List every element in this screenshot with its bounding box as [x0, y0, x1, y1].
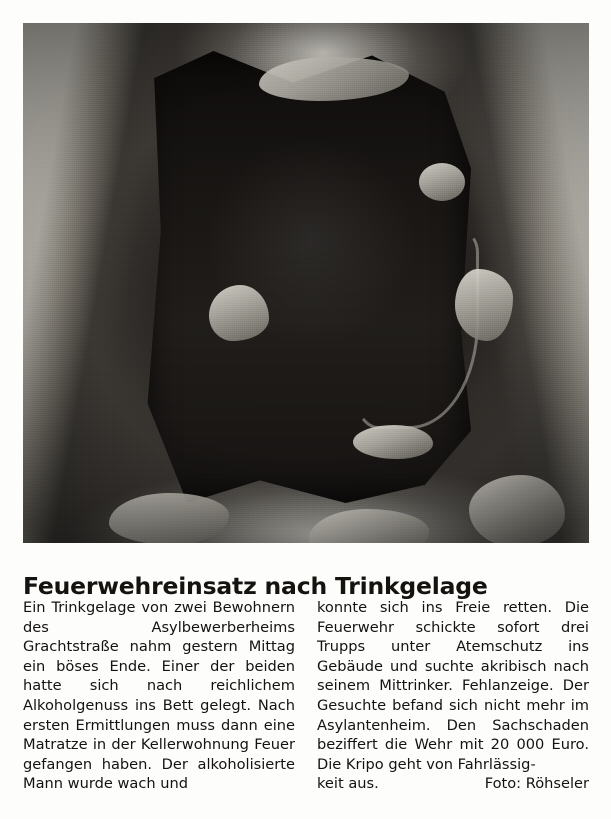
- photo-credit: Foto: Röhseler: [484, 775, 589, 793]
- photo-image: [23, 23, 589, 543]
- photo-vignette: [23, 23, 589, 543]
- article-paragraph-left: Ein Trinkgelage von zwei Bewohnern des Asylbewerberheims Grachtstraße nahm gestern Mittag ein böses Ende. Einer der beiden hatte sich nach reichlichem Alkoholgenuss ins Bett gelegt. Nach ersten Ermittlungen muss dann eine Matratze in der Kellerwohnung Feuer gefangen haben. Der alkoholisierte Mann wurde wach und: [23, 599, 295, 793]
- article-headline: Feuerwehreinsatz nach Trinkgelage: [23, 571, 488, 600]
- article-paragraph-right: konnte sich ins Freie retten. Die Feuerwehr schickte sofort drei Trupps unter Atemschutz ins Gebäude und suchte akribisch nach seinem Mittrinker. Fehlanzeige. Der Gesuchte befand sich nicht mehr im Asylantenheim. Den Sachschaden beziffert die Wehr mit 20 000 Euro. Die Kripo geht von Fahrlässig-: [317, 599, 589, 773]
- article-last-line: [317, 774, 589, 794]
- article-column-left: [23, 598, 295, 794]
- article-photo: [23, 23, 589, 543]
- article-paragraph-right-tail: keit aus.: [317, 775, 379, 793]
- article-body: [23, 598, 589, 794]
- article-column-right: [317, 598, 589, 794]
